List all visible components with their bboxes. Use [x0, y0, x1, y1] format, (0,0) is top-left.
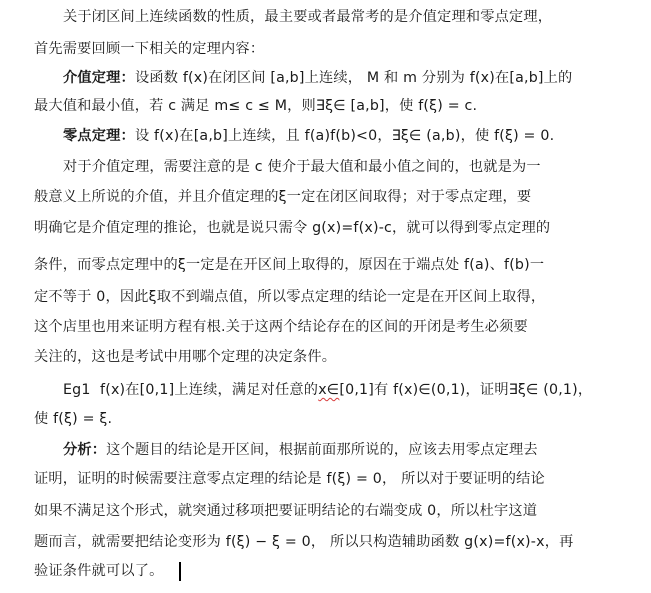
discussion-line-7: 关注的，这也是考试中用哪个定理的决定条件。	[34, 349, 337, 365]
analysis-line-3: 如果不满足这个形式，就突通过移项把要证明结论的右端变成 0，所以杜宇这道	[34, 503, 538, 519]
example-text-b: [0,1]有 f(x)∈(0,1)，证明∃ξ∈ (0,1)，	[339, 382, 593, 398]
analysis-line-1	[63, 440, 538, 460]
paragraph-intro-line-2: 首先需要回顾一下相关的定理内容：	[34, 41, 265, 57]
analysis-text: 这个题目的结论是开区间，根据前面那所说的，应该去用零点定理去	[106, 442, 538, 458]
zero-theorem-text: 设 f(x)在[a,b]上连续，且 f(a)f(b)<0，∃ξ∈ (a,b)，使 f(ξ) = 0.	[134, 128, 555, 144]
ivt-label: 介值定理：	[63, 70, 135, 86]
discussion-line-5: 定不等于 0，因此ξ取不到端点值，所以零点定理的结论一定是在开区间上取得，	[34, 289, 546, 305]
text-cursor	[179, 562, 181, 581]
discussion-line-3: 明确它是介值定理的推论，也就是说只需令 g(x)=f(x)-c，就可以得到零点定理的	[34, 220, 551, 236]
ivt-text: 设函数 f(x)在闭区间 [a,b]上连续， M 和 m 分别为 f(x)在[a,b]上的	[134, 70, 573, 86]
zero-theorem-line	[63, 126, 554, 146]
paragraph-intro-line-1: 关于闭区间上连续函数的性质，最主要或者最常考的是介值定理和零点定理，	[63, 9, 553, 25]
discussion-line-4: 条件，而零点定理中的ξ一定是在开区间上取得的，原因在于端点处 f(a)、f(b)一	[34, 257, 545, 273]
discussion-line-1: 对于介值定理，需要注意的是 c 使介于最大值和最小值之间的，也就是为一	[63, 159, 541, 175]
ivt-line-1	[63, 68, 572, 88]
example-line-1	[63, 380, 592, 400]
analysis-line-5: 验证条件就可以了。	[34, 563, 164, 579]
discussion-line-6: 这个店里也用来证明方程有根.关于这两个结论存在的区间的开闭是考生必须要	[34, 319, 528, 335]
example-label: Eg1	[63, 382, 91, 398]
analysis-line-2: 证明，证明的时候需要注意零点定理的结论是 f(ξ) = 0， 所以对于要证明的结论	[34, 471, 545, 487]
example-line-2: 使 f(ξ) = ξ.	[34, 411, 113, 427]
analysis-line-4: 题而言，就需要把结论变形为 f(ξ) − ξ = 0， 所以只构造辅助函数 g(x)=f(x)-x，再	[34, 534, 574, 550]
spellcheck-x-in: x∈	[318, 382, 340, 398]
ivt-line-2: 最大值和最小值，若 c 满足 m≤ c ≤ M，则∃ξ∈ [a,b]，使 f(ξ) = c.	[34, 98, 478, 114]
zero-theorem-label: 零点定理：	[63, 128, 135, 144]
analysis-label: 分析：	[63, 442, 107, 458]
example-text-a: f(x)在[0,1]上连续，满足对任意的	[100, 382, 319, 398]
discussion-line-2: 般意义上所说的介值，并且介值定理的ξ一定在闭区间取得；对于零点定理，要	[34, 189, 532, 205]
